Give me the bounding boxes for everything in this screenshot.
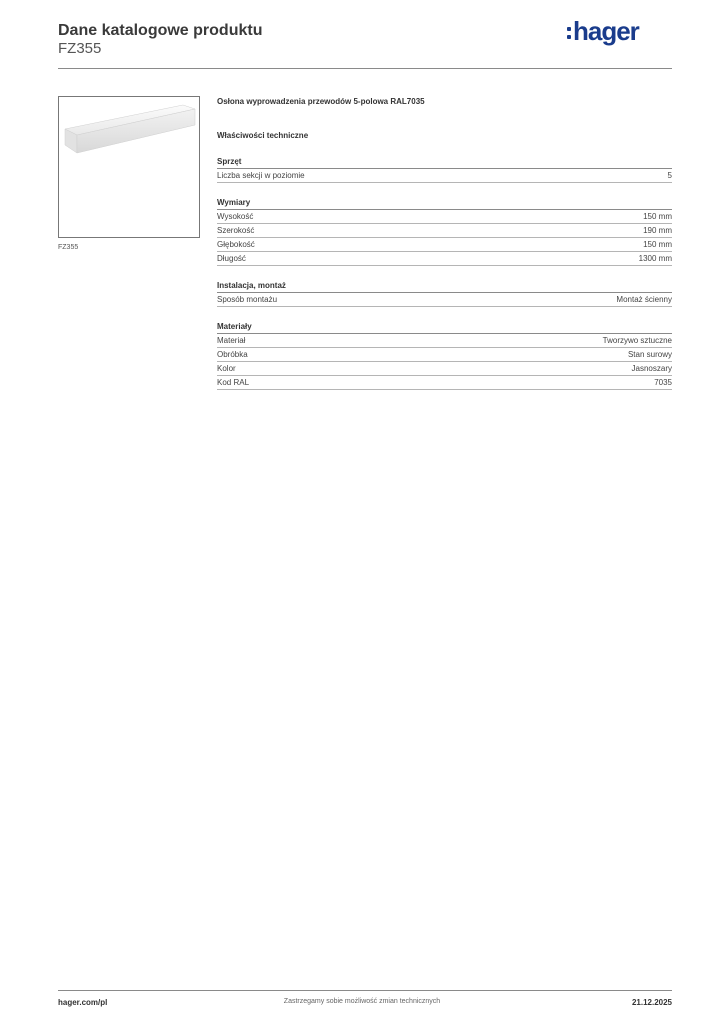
spec-section: [217, 156, 672, 183]
spec-row: [217, 169, 672, 183]
spec-row: [217, 348, 672, 362]
spec-value: 190 mm: [643, 226, 672, 235]
spec-label: Długość: [217, 254, 246, 263]
spec-label: Materiał: [217, 336, 246, 345]
spec-value: Tworzywo sztuczne: [602, 336, 672, 345]
cable-cover-icon: [59, 97, 199, 237]
page-title: Dane katalogowe produktu: [58, 22, 263, 39]
product-code: FZ355: [58, 40, 102, 57]
spec-value: Stan surowy: [627, 350, 672, 359]
image-caption: FZ355: [58, 244, 79, 251]
section-title: Wymiary: [217, 197, 672, 210]
product-image: [58, 96, 200, 238]
properties-heading: Właściwości techniczne: [217, 131, 309, 140]
spec-label: Szerokość: [217, 226, 255, 235]
spec-section: [217, 321, 672, 390]
spec-row: [217, 293, 672, 307]
spec-content: [217, 96, 672, 390]
spec-value: 5: [667, 171, 672, 180]
spec-row: [217, 252, 672, 266]
footer-disclaimer: Zastrzegamy sobie możliwość zmian technicznych: [283, 998, 441, 1005]
spec-value: 1300 mm: [638, 254, 672, 263]
footer-website[interactable]: hager.com/pl: [58, 998, 108, 1007]
header-divider: [58, 68, 672, 69]
hager-logo: [567, 16, 639, 46]
spec-row: [217, 376, 672, 390]
spec-row: [217, 210, 672, 224]
section-title: Instalacja, montaż: [217, 280, 672, 293]
spec-row: [217, 238, 672, 252]
spec-row: [217, 224, 672, 238]
section-title: Materiały: [217, 321, 672, 334]
spec-section: [217, 197, 672, 266]
spec-row: [217, 334, 672, 348]
spec-label: Liczba sekcji w poziomie: [217, 171, 305, 180]
footer-date: 21.12.2025: [631, 998, 672, 1007]
footer-divider: [58, 990, 672, 991]
spec-value: 7035: [654, 378, 672, 387]
spec-section: [217, 280, 672, 307]
logo-text: hager: [573, 16, 639, 46]
logo-dots-icon: [567, 27, 571, 39]
spec-label: Głębokość: [217, 240, 255, 249]
spec-value: 150 mm: [643, 240, 672, 249]
spec-label: Sposób montażu: [217, 295, 278, 304]
spec-sections: [217, 156, 672, 390]
product-description: Osłona wyprowadzenia przewodów 5-polowa RAL7035: [217, 97, 425, 106]
spec-label: Kolor: [217, 364, 236, 373]
spec-label: Wysokość: [217, 212, 254, 221]
spec-row: [217, 362, 672, 376]
spec-label: Kod RAL: [217, 378, 250, 387]
spec-value: 150 mm: [643, 212, 672, 221]
spec-label: Obróbka: [217, 350, 248, 359]
spec-value: Montaż ścienny: [616, 295, 672, 304]
section-title: Sprzęt: [217, 156, 672, 169]
spec-value: Jasnoszary: [631, 364, 672, 373]
